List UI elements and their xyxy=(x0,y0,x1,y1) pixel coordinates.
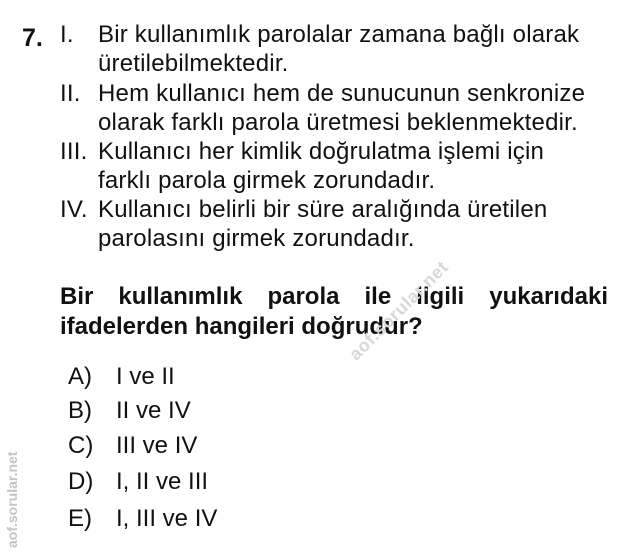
option-e-letter: E) xyxy=(68,505,92,532)
option-b[interactable] xyxy=(68,396,191,425)
option-a-letter: A) xyxy=(68,363,92,390)
option-e-text: I, III ve IV xyxy=(116,505,218,532)
option-b-letter: B) xyxy=(68,397,92,424)
watermark-center: aof.sorular.net xyxy=(345,256,453,365)
option-c-letter: C) xyxy=(68,432,94,459)
option-c[interactable] xyxy=(68,431,197,460)
option-d-letter: D) xyxy=(68,468,94,495)
statement-2 xyxy=(60,79,585,137)
statement-4-line2: parolasını girmek zorundadır. xyxy=(98,225,415,252)
watermark-side: aof.sorular.net xyxy=(4,451,20,548)
statement-4-roman: IV. xyxy=(60,196,88,223)
statement-1-line1: Bir kullanımlık parolalar zamana bağlı olarak xyxy=(98,21,580,48)
question-stem-line2: ifadelerden hangileri doğrudur? xyxy=(60,313,423,340)
statement-4-line1: Kullanıcı belirli bir süre aralığında üretilen xyxy=(98,196,548,223)
statement-3 xyxy=(60,137,544,195)
statement-2-line1: Hem kullanıcı hem de sunucunun senkronize xyxy=(98,80,586,107)
option-a[interactable] xyxy=(68,362,175,391)
statement-1 xyxy=(60,20,579,78)
statement-1-roman: I. xyxy=(60,21,74,48)
option-e[interactable] xyxy=(68,504,217,533)
statement-3-line2: farklı parola girmek zorundadır. xyxy=(98,167,436,194)
question-number: 7. xyxy=(22,24,43,52)
statement-4 xyxy=(60,195,547,253)
option-c-text: III ve IV xyxy=(116,432,198,459)
question-stem xyxy=(60,282,608,342)
option-a-text: I ve II xyxy=(116,363,175,390)
option-b-text: II ve IV xyxy=(116,397,191,424)
statement-2-line2: olarak farklı parola üretmesi beklenmektedir. xyxy=(98,109,578,136)
statement-3-line1: Kullanıcı her kimlik doğrulatma işlemi için xyxy=(98,138,545,165)
statement-2-roman: II. xyxy=(60,80,81,107)
statement-1-line2: üretilebilmektedir. xyxy=(98,50,289,77)
statement-3-roman: III. xyxy=(60,138,88,165)
option-d[interactable] xyxy=(68,467,208,496)
question-stem-line1: Bir kullanımlık parola ile ilgili yukarıdaki xyxy=(60,283,608,310)
option-d-text: I, II ve III xyxy=(116,468,209,495)
